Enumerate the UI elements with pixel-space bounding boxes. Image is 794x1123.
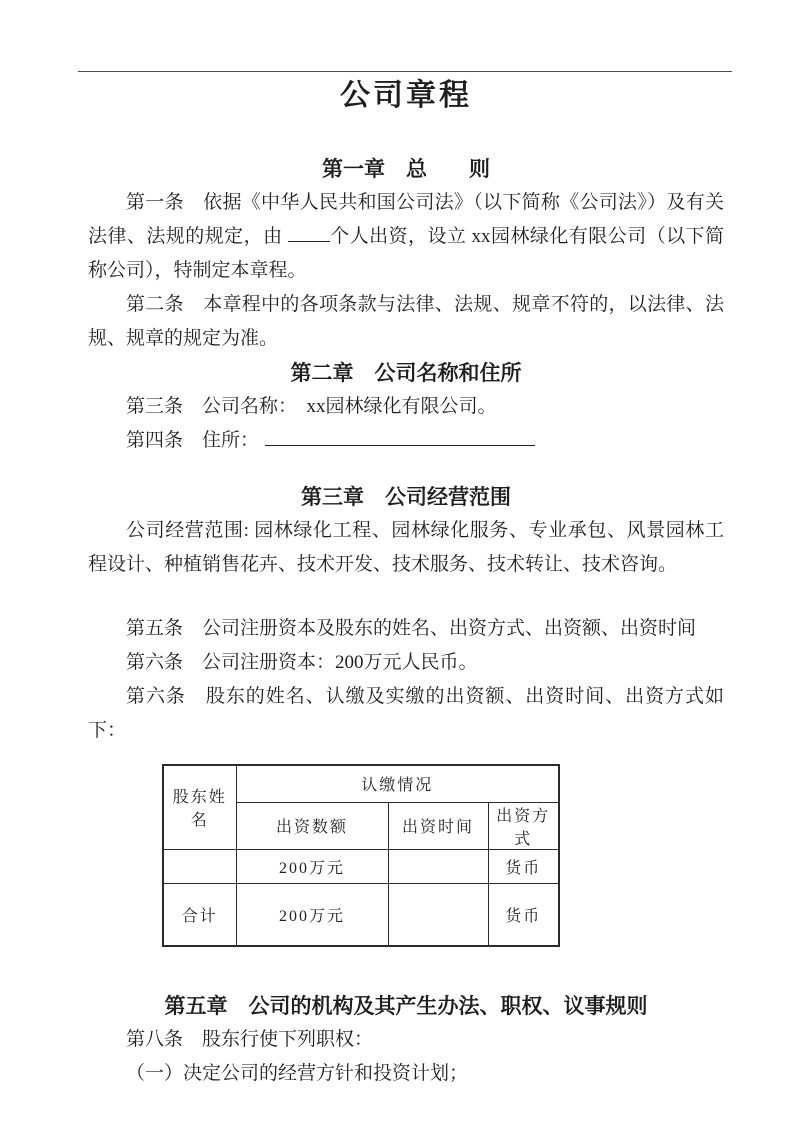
document-title: 公司章程	[340, 79, 472, 112]
header-contribution-amount: 出资数额	[236, 802, 388, 849]
cell-total-time	[388, 883, 488, 946]
header-rule	[78, 71, 732, 72]
page-content	[0, 71, 794, 1091]
article-4-label: 第四条 住所：	[126, 430, 260, 451]
chapter-1-heading: 第一章 总 则	[322, 157, 490, 181]
article-8-item-1: （一）决定公司的经营方针和投资计划；	[126, 1063, 469, 1084]
cell-contribution-method: 货币	[488, 849, 559, 883]
capital-contribution-table	[162, 764, 560, 947]
header-shareholder-name: 股东姓名	[163, 765, 236, 849]
business-scope-paragraph: 公司经营范围: 园林绿化工程、园林绿化服务、专业承包、风景园林工程设计、种植销售花卉、技术开发、技术服务、技术转让、技术咨询。	[88, 520, 724, 575]
article-1-text-after: 个人出资，设立 xx园林绿化有限公司（以下简称公司），特制定本章程。	[88, 226, 724, 281]
cell-total-amount: 200万元	[236, 883, 388, 946]
chapter-3-heading: 第三章 公司经营范围	[301, 485, 511, 509]
fill-in-blank-address	[265, 443, 535, 446]
cell-contribution-amount: 200万元	[236, 849, 388, 883]
article-8-paragraph: 第八条 股东行使下列职权：	[126, 1029, 374, 1050]
cell-contribution-time	[388, 849, 488, 883]
chapter-5-heading: 第五章 公司的机构及其产生办法、职权、议事规则	[164, 994, 648, 1018]
article-1-text-before: 第一条 依据《中华人民共和国公司法》（以下简称《公司法》）及有关法律、法规的规定，由	[88, 192, 724, 247]
fill-in-blank-investors	[288, 239, 330, 242]
article-3-paragraph: 第三条 公司名称： xx园林绿化有限公司。	[126, 396, 497, 417]
article-5-paragraph: 第五条 公司注册资本及股东的姓名、出资方式、出资额、出资时间	[126, 618, 697, 639]
article-1-paragraph	[88, 186, 724, 288]
table-row-total	[163, 883, 559, 946]
cell-total-method: 货币	[488, 883, 559, 946]
article-6a-paragraph: 第六条 公司注册资本：200万元人民币。	[126, 652, 478, 673]
table-header-row-1	[163, 765, 559, 802]
cell-shareholder-name	[163, 849, 236, 883]
chapter-2-heading: 第二章 公司名称和住所	[290, 361, 522, 385]
cell-total-label: 合计	[163, 883, 236, 946]
header-contribution-method: 出资方式	[488, 802, 559, 849]
header-subscription-status: 认缴情况	[236, 765, 559, 802]
article-4-paragraph	[88, 424, 724, 458]
article-6b-paragraph: 第六条 股东的姓名、认缴及实缴的出资额、出资时间、出资方式如下：	[88, 686, 724, 741]
header-contribution-time: 出资时间	[388, 802, 488, 849]
table-row	[163, 849, 559, 883]
article-2-paragraph: 第二条 本章程中的各项条款与法律、法规、规章不符的，以法律、法规、规章的规定为准。	[88, 294, 724, 349]
